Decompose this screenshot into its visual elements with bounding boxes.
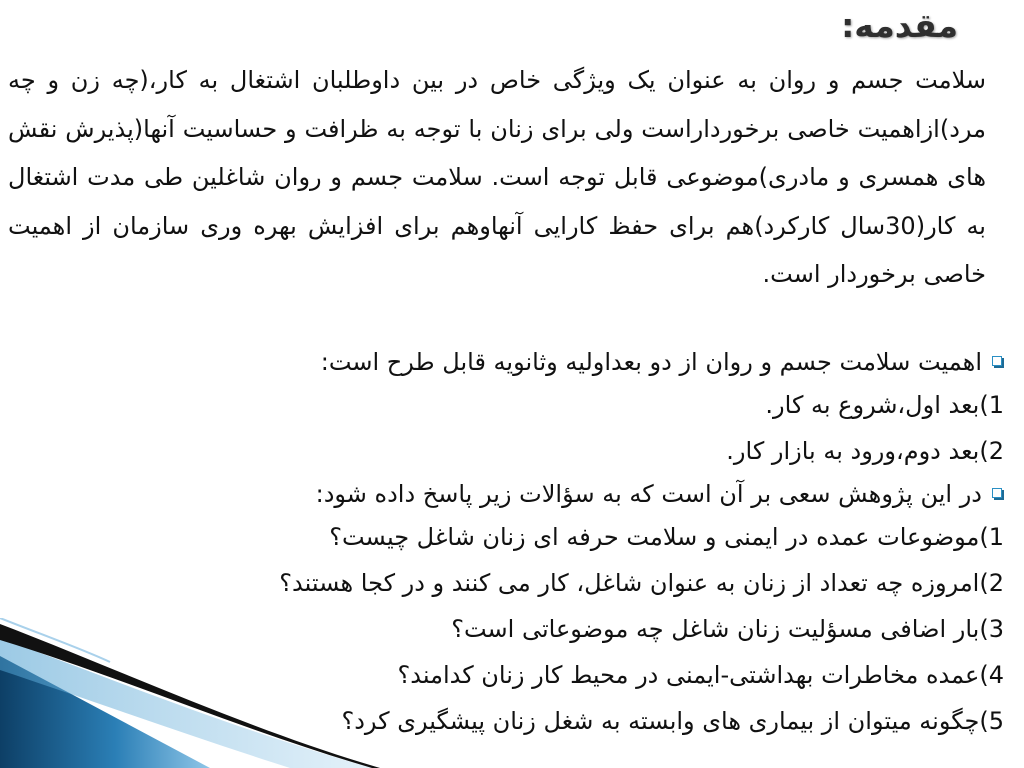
- slide-title: مقدمه:: [841, 6, 958, 45]
- numbered-text: 1)موضوعات عمده در ایمنی و سلامت حرفه ای زنان شاغل چیست؟: [329, 523, 1004, 551]
- content-list: [24, 342, 1004, 744]
- numbered-item: [24, 382, 1004, 428]
- square-bullet-icon: [992, 488, 1002, 498]
- numbered-text: 5)چگونه میتوان از بیماری های وابسته به شغل زنان پیشگیری کرد؟: [341, 707, 1004, 735]
- numbered-text: 3)بار اضافی مسؤلیت زنان شاغل چه موضوعاتی است؟: [451, 615, 1004, 643]
- bullet-item: [24, 342, 1004, 382]
- numbered-item: [24, 514, 1004, 560]
- bullet-text: در این پژوهش سعی بر آن است که به سؤالات زیر پاسخ داده شود:: [315, 480, 982, 508]
- numbered-item: [24, 652, 1004, 698]
- numbered-item: [24, 698, 1004, 744]
- numbered-item: [24, 606, 1004, 652]
- numbered-item: [24, 428, 1004, 474]
- numbered-text: 2)امروزه چه تعداد از زنان به عنوان شاغل، کار می کنند و در کجا هستند؟: [279, 569, 1004, 597]
- numbered-text: 4)عمده مخاطرات بهداشتی-ایمنی در محیط کار زنان کدامند؟: [397, 661, 1004, 689]
- numbered-text: 2)بعد دوم،ورود به بازار کار.: [726, 437, 1004, 465]
- numbered-text: 1)بعد اول،شروع به کار.: [765, 391, 1004, 419]
- bullet-text: اهمیت سلامت جسم و روان از دو بعداولیه وثانویه قابل طرح است:: [320, 348, 982, 376]
- intro-paragraph: سلامت جسم و روان به عنوان یک ویژگی خاص در بین داوطلبان اشتغال به کار،(چه زن و چه مرد)ازاهمیت خاصی برخورداراست ولی برای زنان با توجه به ظرافت و حساسیت آنها(پذیرش نقش های همسری و مادری)موضوعی قابل توجه است. سلامت جسم و روان شاغلین طی مدت اشتغال به کار(30سال کارکرد)هم برای حفظ کارایی آنهاوهم برای افزایش بهره وری سازمان از اهمیت خاصی برخوردار است.: [8, 66, 986, 288]
- bullet-item: [24, 474, 1004, 514]
- square-bullet-icon: [992, 356, 1002, 366]
- numbered-item: [24, 560, 1004, 606]
